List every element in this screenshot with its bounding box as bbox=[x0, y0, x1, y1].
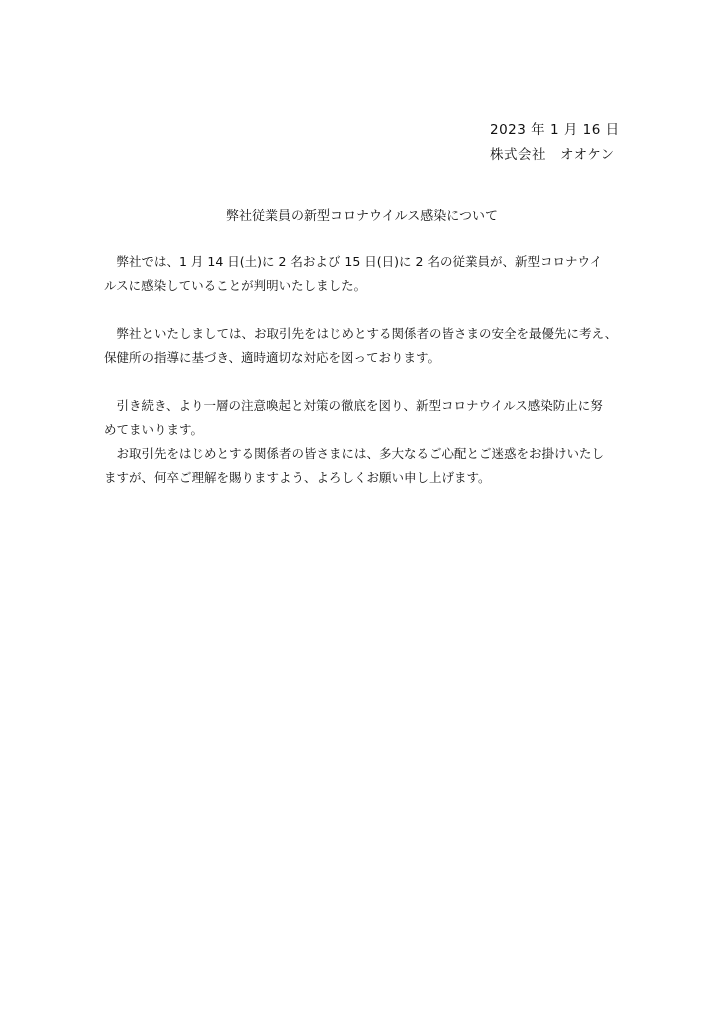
document-title: 弊社従業員の新型コロナウイルス感染について bbox=[226, 209, 498, 224]
paragraph-line: 引き続き、より一層の注意喚起と対策の徹底を図り、新型コロナウイルス感染防止に努 bbox=[104, 398, 603, 413]
paragraph-line: ますが、何卒ご理解を賜りますよう、よろしくお願い申し上げます。 bbox=[104, 470, 491, 485]
paragraph-3 bbox=[104, 394, 634, 442]
paragraph-line: 弊社といたしましては、お取引先をはじめとする関係者の皆さまの安全を最優先に考え、 bbox=[104, 326, 618, 341]
paragraph-line: ルスに感染していることが判明いたしました。 bbox=[104, 278, 367, 293]
paragraph-gap bbox=[104, 298, 634, 322]
paragraph-1 bbox=[104, 250, 634, 298]
paragraph-line: 保健所の指導に基づき、適時適切な対応を図っております。 bbox=[104, 350, 441, 365]
paragraph-line: 弊社では、1 月 14 日(土)に 2 名および 15 日(日)に 2 名の従業員が、新型コロナウイ bbox=[104, 254, 603, 269]
paragraph-2 bbox=[104, 322, 634, 370]
paragraph-line: お取引先をはじめとする関係者の皆さまには、多大なるご心配とご迷惑をお掛けいたし bbox=[104, 446, 605, 461]
paragraph-gap bbox=[104, 370, 634, 394]
document-body bbox=[104, 250, 634, 490]
paragraph-line: めてまいります。 bbox=[104, 422, 204, 437]
paragraph-4 bbox=[104, 442, 634, 490]
header-block bbox=[490, 118, 690, 168]
company-name: 株式会社 オオケン bbox=[490, 147, 615, 163]
document-date: 2023 年 1 月 16 日 bbox=[490, 122, 620, 138]
